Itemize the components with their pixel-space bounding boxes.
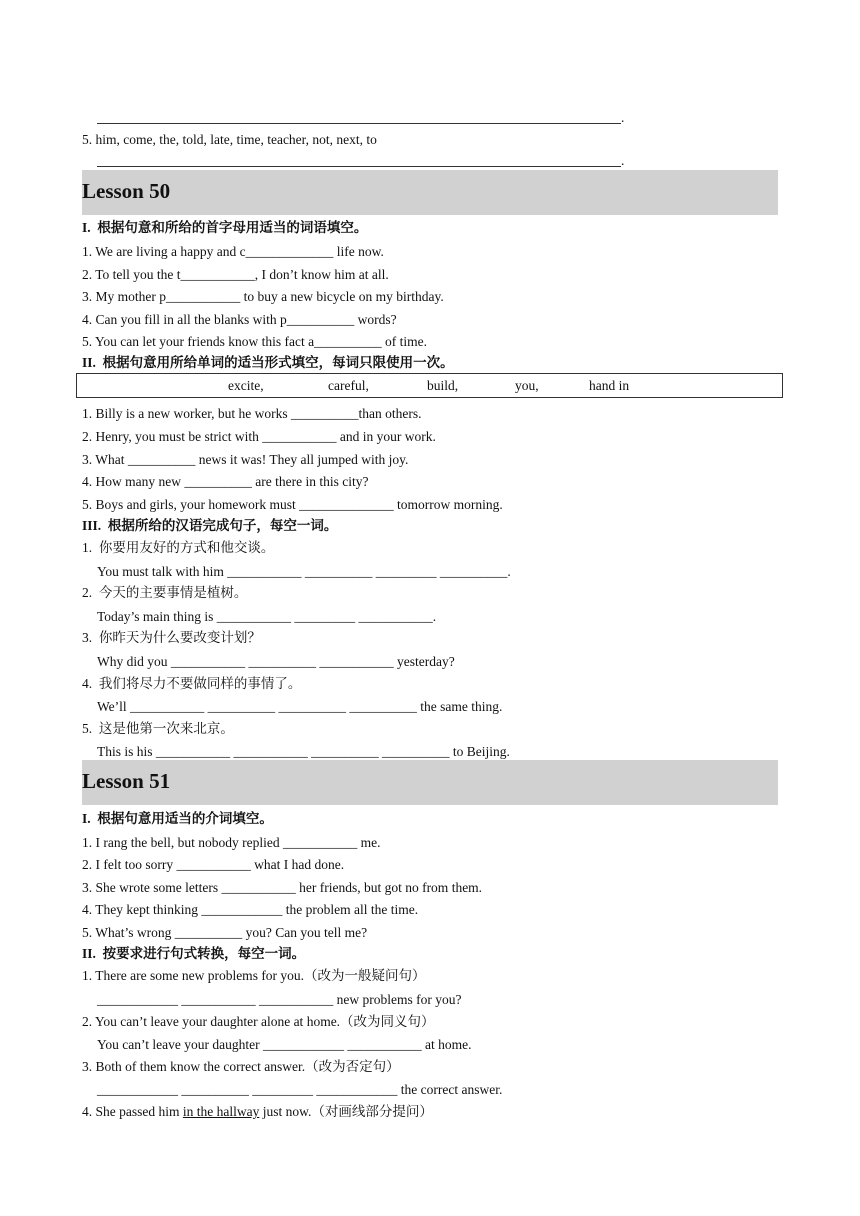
lesson-50-title: Lesson 50 [82, 179, 171, 203]
english-answer: Why did you ___________ __________ ___________ yesterday? [97, 654, 455, 669]
transform-question [82, 1104, 433, 1120]
answer-line [97, 166, 621, 167]
word-bank-item: you, [515, 378, 539, 393]
answer-line-period: . [621, 110, 625, 125]
question-5: 5. him, come, the, told, late, time, teacher, not, next, to [82, 132, 377, 147]
chinese-prompt: 3. 你昨天为什么要改变计划？ [82, 630, 261, 645]
exercise-item: 1. I rang the bell, but nobody replied ___________ me. [82, 835, 381, 850]
transform-question: 1. There are some new problems for you.（改为一般疑问句） [82, 968, 426, 983]
question-text: 4. She passed him [82, 1104, 183, 1119]
exercise-item: 3. My mother p___________ to buy a new bicycle on my birthday. [82, 289, 444, 304]
english-answer: We’ll ___________ __________ __________ __________ the same thing. [97, 699, 503, 714]
exercise-item: 2. Henry, you must be strict with ___________ and in your work. [82, 429, 436, 444]
exercise-item: 5. You can let your friends know this fact a__________ of time. [82, 334, 427, 349]
answer-line-period: . [621, 153, 625, 168]
exercise-item: 3. She wrote some letters ___________ her friends, but got no from them. [82, 880, 483, 895]
section-heading: II. 按要求进行句式转换，每空一词。 [82, 946, 306, 961]
transform-question: 3. Both of them know the correct answer.（改为否定句） [82, 1059, 400, 1074]
exercise-item: 2. I felt too sorry ___________ what I had done. [82, 857, 345, 872]
exercise-item: 3. What __________ news it was! They all jumped with joy. [82, 452, 409, 467]
word-bank-item: careful, [328, 378, 369, 393]
section-heading: II. 根据句意用所给单词的适当形式填空，每词只限使用一次。 [82, 355, 454, 370]
exercise-item: 2. To tell you the t___________, I don’t know him at all. [82, 267, 389, 282]
english-answer: You must talk with him ___________ __________ _________ __________. [97, 564, 511, 579]
exercise-item: 1. We are living a happy and c_____________ life now. [82, 244, 384, 259]
english-answer: Today’s main thing is ___________ _________ ___________. [97, 609, 437, 624]
section-heading: I. 根据句意用适当的介词填空。 [82, 811, 273, 826]
word-bank-item: build, [427, 378, 459, 393]
answer-line [97, 123, 621, 124]
chinese-prompt: 2. 今天的主要事情是植树。 [82, 585, 248, 600]
section-heading: I. 根据句意和所给的首字母用适当的词语填空。 [82, 220, 368, 235]
underlined-phrase: in the hallway [182, 1104, 260, 1119]
word-bank [76, 373, 783, 398]
chinese-prompt: 1. 你要用友好的方式和他交谈。 [82, 540, 275, 555]
question-text: just now.（对画线部分提问） [259, 1104, 433, 1119]
transform-answer: ____________ ___________ ___________ new problems for you? [97, 992, 462, 1007]
word-bank-item: hand in [589, 378, 630, 393]
chinese-prompt: 5. 这是他第一次来北京。 [82, 721, 234, 736]
exercise-item: 1. Billy is a new worker, but he works __________than others. [82, 406, 422, 421]
exercise-item: 4. They kept thinking ____________ the problem all the time. [82, 902, 419, 917]
chinese-prompt: 4. 我们将尽力不要做同样的事情了。 [82, 676, 302, 691]
lesson-51-header [82, 760, 778, 805]
exercise-item: 5. What’s wrong __________ you? Can you tell me? [82, 925, 368, 940]
transform-answer: ____________ __________ _________ ____________ the correct answer. [97, 1082, 503, 1097]
section-heading: III. 根据所给的汉语完成句子，每空一词。 [82, 518, 338, 533]
transform-question: 2. You can’t leave your daughter alone at home.（改为同义句） [82, 1014, 435, 1029]
lesson-50-header [82, 170, 778, 215]
exercise-item: 5. Boys and girls, your homework must ______________ tomorrow morning. [82, 497, 503, 512]
english-answer: This is his ___________ ___________ __________ __________ to Beijing. [97, 744, 510, 759]
word-bank-item: excite, [228, 378, 264, 393]
exercise-item: 4. Can you fill in all the blanks with p__________ words? [82, 312, 397, 327]
transform-answer: You can’t leave your daughter ____________ ___________ at home. [97, 1037, 472, 1052]
lesson-51-title: Lesson 51 [82, 769, 171, 793]
exercise-item: 4. How many new __________ are there in this city? [82, 474, 369, 489]
